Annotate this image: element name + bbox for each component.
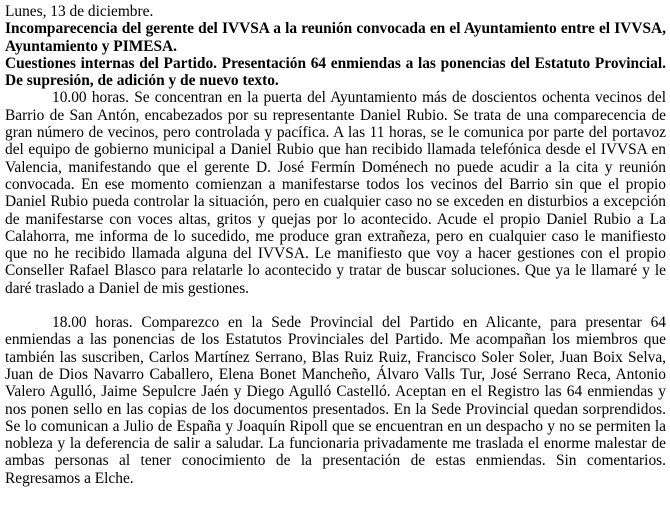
heading-cuestiones-internas: Cuestiones internas del Partido. Presentación 64 enmiendas a las ponencias del Estatuto Provincial. De supresión, de adición y de nuevo texto. <box>5 54 666 90</box>
heading-gerente-incomparecencia: Incomparecencia del gerente del IVVSA a la reunión convocada en el Ayuntamiento entre el IVVSA, Ayuntamiento y PIMESA. <box>5 20 666 55</box>
paragraph-evening: 18.00 horas. Comparezco en la Sede Provincial del Partido en Alicante, para presentar 64 enmiendas a las ponencias de los Estatutos Provinciales del Partido. Me acompañan los miembros que también las suscriben, Carlos Martínez Serrano, Blas Ruiz Ruiz, Francisco Soler Soler, Juan Boix Selva, Juan de Dios Navarro Caballero, Elena Bonet Mancheño, Álvaro Valls Tur, José Serrano Reca, Antonio Valero Agulló, Jaime Sepulcre Jaén y Diego Agulló Castelló. Aceptan en el Registro las 64 enmiendas y nos ponen sello en las copias de los documentos presentados. En la Sede Provincial quedan sorprendidos. Se lo comunican a Julio de España y Joaquín Ripoll que se encuentran en un despacho y no se permiten la nobleza y la deferencia de salir a saludar. La funcionaria privadamente me traslada el enorme malestar de ambas personas al tener conocimiento de la presentación de estas enmiendas. Sin comentarios. Regresamos a Elche. <box>5 314 666 487</box>
paragraph-morning: 10.00 horas. Se concentran en la puerta del Ayuntamiento más de doscientos ochenta vecinos del Barrio de San Antón, encabezados por su representante Daniel Rubio. Se trata de una comparecencia de gran número de vecinos, pero controlada y pacífica. A las 11 horas, se le comunica por parte del portavoz del equipo de gobierno municipal a Daniel Rubio que han recibido llamada telefónica desde el IVVSA en Valencia, manifestando que el gerente D. José Fermín Doménech no puede acudir a la cita y reunión convocada. En ese momento comienzan a manifestarse todos los vecinos del Barrio sin que el propio Daniel Rubio pueda controlar la situación, pero en cualquier caso no se exceden en disturbios a excepción de manifestarse con voces altas, gritos y quejas por lo acontecido. Acude el propio Daniel Rubio a La Calahorra, me informa de lo sucedido, me produce gran extrañeza, pero en cualquier caso le manifiesto que no he recibido llamada alguna del IVVSA. Le manifiesto que voy a hacer gestiones con el propio Conseller Rafael Blasco para relatarle lo acontecido y tratar de buscar soluciones. Que ya le llamaré y le daré traslado a Daniel de mis gestiones. <box>5 89 666 297</box>
date-line: Lunes, 13 de diciembre. <box>5 3 154 20</box>
paragraph-spacer <box>5 297 666 314</box>
